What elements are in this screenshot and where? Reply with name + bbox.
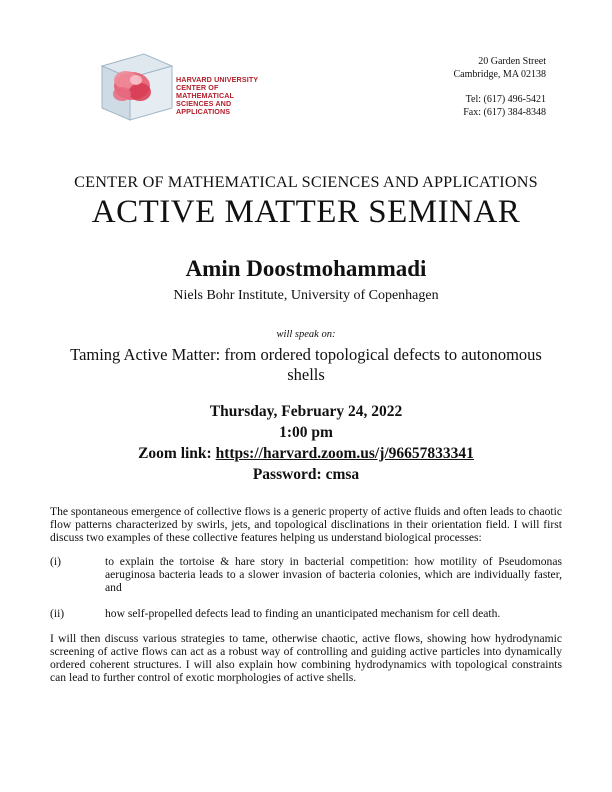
logo-line-2: CENTER OF MATHEMATICAL [176, 83, 235, 100]
list-item-text: to explain the tortoise & hare story in bacterial competition: how motility of Pseudomonas aeruginosa bacteria leads to a slower invasion of bacteria colonies, which are individually faster, and [105, 555, 562, 594]
speaker-name: Amin Doostmohammadi [185, 256, 427, 281]
will-speak-on: will speak on: [276, 329, 336, 340]
abstract [50, 505, 562, 684]
zoom-line [0, 443, 612, 464]
cmsa-logo [96, 50, 274, 122]
list-item [50, 607, 562, 620]
logo-line-3: SCIENCES AND APPLICATIONS [176, 99, 232, 116]
logo-line-1: HARVARD UNIVERSITY [176, 75, 259, 84]
logo-cube-icon [96, 50, 176, 122]
list-item-text: how self-propelled defects lead to finding an unanticipated mechanism for cell death. [105, 607, 501, 620]
speaker-affiliation: Niels Bohr Institute, University of Copenhagen [173, 288, 439, 303]
address-street: 20 Garden Street [478, 56, 546, 67]
zoom-link[interactable]: https://harvard.zoom.us/j/96657833341 [215, 445, 474, 462]
address-fax: Fax: (617) 384-8348 [463, 106, 546, 118]
center-name: CENTER OF MATHEMATICAL SCIENCES AND APPLICATIONS [74, 173, 538, 191]
seminar-title: ACTIVE MATTER SEMINAR [91, 194, 521, 230]
abstract-paragraph-1: The spontaneous emergence of collective flows is a generic property of active fluids and often leads to chaotic flow patterns characterized by swirls, jets, and topological disclinations in their orientation field. I will first discuss two examples of these collective features helping us understand biological processes: [50, 505, 562, 544]
event-details [0, 401, 612, 485]
event-date: Thursday, February 24, 2022 [209, 403, 403, 420]
list-item-number: (ii) [50, 607, 65, 620]
event-time: 1:00 pm [279, 424, 333, 441]
logo-wordmark [176, 76, 274, 116]
list-item-number: (i) [50, 555, 61, 568]
talk-title: Taming Active Matter: from ordered topological defects to autonomous shells [70, 345, 542, 384]
address-city: Cambridge, MA 02138 [453, 68, 546, 80]
zoom-password: Password: cmsa [252, 466, 360, 483]
address-block [454, 56, 547, 119]
list-item [50, 555, 562, 594]
zoom-label: Zoom link: [138, 445, 216, 462]
abstract-paragraph-2: I will then discuss various strategies to tame, otherwise chaotic, active flows, showing how hydrodynamic screening of active flows can act as a robust way of controlling and guiding active particles into dynamically ordered coherent structures. I will also explain how combining hydrodynamics with topological constraints can lead to further control of exotic morphologies of active shells. [50, 632, 562, 684]
address-tel: Tel: (617) 496-5421 [465, 94, 546, 105]
